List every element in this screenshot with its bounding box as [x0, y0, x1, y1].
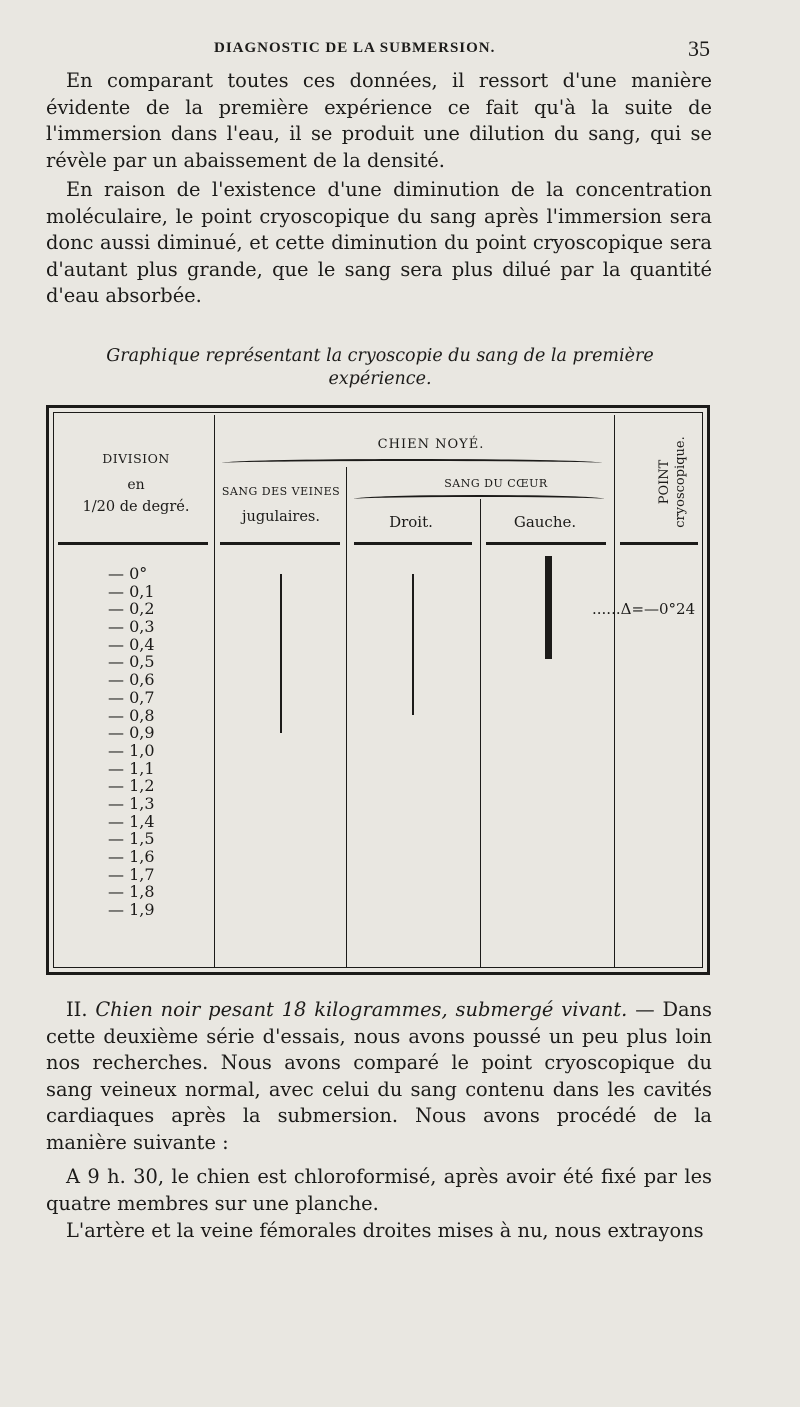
page-header: [46, 38, 710, 62]
header-rule: [354, 542, 472, 545]
column-divider: [480, 499, 481, 967]
paragraph-chloroform: A 9 h. 30, le chien est chloroformisé, après avoir été fixé par les quatre membres sur une planche.: [46, 1165, 712, 1215]
scale-tick-label: — 1,1: [108, 758, 155, 778]
scale-tick-label: — 0°: [108, 564, 148, 583]
header-sang-veines: SANG DES VEINES: [221, 485, 341, 498]
scale-tick-label: — 0,5: [108, 652, 155, 672]
header-en: en: [127, 477, 145, 493]
header-cryoscopique: cryoscopique.: [673, 436, 688, 528]
scale-tick-label: — 1,3: [108, 793, 155, 813]
header-sang-coeur: SANG DU CŒUR: [444, 477, 548, 490]
header-rule: [220, 542, 340, 545]
scale-tick-label: — 0,9: [108, 723, 155, 743]
figure-caption: Graphique représentant la cryoscopie du sang de la première expérience.: [106, 346, 654, 389]
column-divider: [346, 467, 347, 967]
scale-tick-label: — 0,2: [108, 599, 155, 619]
header-degree: 1/20 de degré.: [82, 499, 190, 515]
delta-value: Δ=—0°24: [620, 600, 696, 618]
scale-tick-label: — 0,3: [108, 617, 155, 637]
running-title: DIAGNOSTIC DE LA SUBMERSION.: [214, 40, 496, 56]
column-divider: [614, 415, 615, 967]
scale-tick-label: — 1,2: [108, 776, 155, 796]
cryoscopy-bar-1: [280, 574, 282, 733]
header-jugulaires: jugulaires.: [242, 509, 320, 525]
scale-tick-label: — 1,9: [108, 900, 155, 920]
scale-tick-label: — 1,6: [108, 847, 155, 866]
paragraph-cryoscopie: En raison de l'existence d'une diminution de la concentration moléculaire, le point cryoscopique du sang après l'immersion sera donc aussi diminué, et cette diminution du point cryoscopique sera d'autant plus grande, que le sang sera plus dilué par la quantité d'eau absorbée.: [46, 178, 712, 307]
header-rule: [620, 542, 698, 545]
scale-tick-label: — 1,8: [108, 882, 155, 902]
scale-tick-label: — 0,6: [108, 670, 155, 690]
scale-tick-label: — 0,1: [108, 581, 155, 601]
header-gauche: Gauche.: [513, 513, 577, 531]
subgroup-brace: [354, 495, 604, 503]
cryoscopy-bar-3: [545, 556, 552, 659]
section-number: II.: [66, 998, 96, 1021]
scale-tick-label: — 1,0: [108, 740, 155, 760]
delta-annotation: ......Δ=—0°24: [592, 600, 696, 618]
scale-tick-label: — 1,7: [108, 864, 155, 884]
group-brace: [222, 459, 602, 467]
header-chien-noye: CHIEN NOYÉ.: [377, 437, 485, 452]
scale-tick-label: — 0,7: [108, 687, 155, 707]
header-division: DIVISION: [102, 451, 170, 466]
header-droit: Droit.: [389, 513, 433, 531]
degree-scale: [108, 565, 218, 919]
scale-tick-label: — 0,4: [108, 634, 155, 654]
experiment-description: — Dans cette deuxième série d'essais, nous avons poussé un peu plus loin nos recherches. Nous avons comparé le point cryoscopique du sang veineux normal, avec celui du sang contenu dans les cavités cardiaques après la submersion. Nous avons procédé de la manière suivante :: [46, 998, 712, 1154]
cryoscopy-bar-2: [412, 574, 414, 716]
scale-tick-label: — 0,8: [108, 705, 155, 725]
header-rule: [58, 542, 208, 545]
scale-tick-label: — 1,4: [108, 811, 155, 831]
page-number: 35: [688, 36, 710, 61]
header-rule: [486, 542, 606, 545]
experiment-title: Chien noir pesant 18 kilogrammes, submergé vivant.: [95, 998, 628, 1021]
scale-tick-label: — 1,5: [108, 829, 155, 849]
cryoscopy-chart: [46, 405, 712, 977]
header-point: POINT: [657, 459, 672, 505]
paragraph-dilution: En comparant toutes ces données, il ressort d'une manière évidente de la première expérience ce fait qu'à la suite de l'immersion dans l'eau, il se produit une dilution du sang, qui se révèle par un abaissement de la densité.: [46, 69, 712, 172]
header-point-cryoscopique: [643, 427, 703, 537]
paragraph-experience-2: [46, 997, 712, 1156]
paragraph-femorales: L'artère et la veine fémorales droites mises à nu, nous extrayons: [66, 1219, 704, 1242]
